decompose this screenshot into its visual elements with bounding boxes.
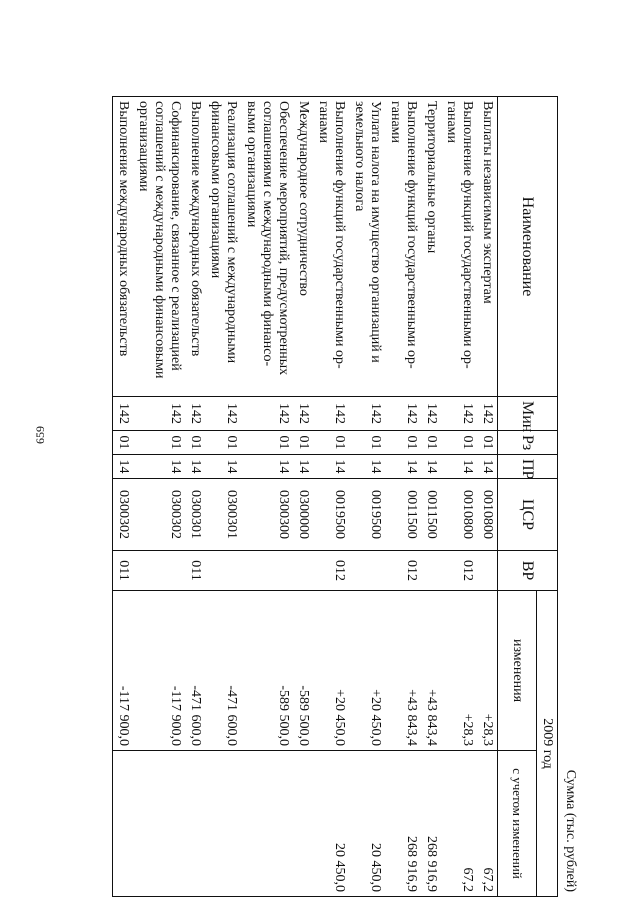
table-row: [385, 97, 421, 897]
cell-pr: 14: [441, 455, 477, 479]
cell-vr: [421, 551, 441, 591]
table-row: [293, 97, 313, 897]
cell-csr: 0019500: [349, 479, 385, 551]
cell-total: [133, 751, 185, 897]
cell-csr: 0300302: [113, 479, 134, 551]
cell-csr: 0300302: [133, 479, 185, 551]
cell-csr: 0011500: [421, 479, 441, 551]
table-row: [113, 97, 134, 897]
col-header-with-changes: с учетом изменений: [498, 751, 537, 897]
cell-rz: 01: [421, 431, 441, 455]
cell-name: Выплаты независимым экспертам: [477, 97, 498, 397]
cell-min: 142: [241, 397, 293, 431]
cell-vr: 011: [185, 551, 205, 591]
cell-min: 142: [113, 397, 134, 431]
cell-pr: 14: [205, 455, 241, 479]
page-number: 659: [33, 426, 47, 444]
cell-min: 142: [185, 397, 205, 431]
cell-change: +20 450,0: [313, 591, 349, 751]
col-header-min: Мин: [498, 397, 558, 431]
cell-pr: 14: [385, 455, 421, 479]
cell-rz: 01: [185, 431, 205, 455]
col-header-pr: ПР: [498, 455, 558, 479]
cell-total: [205, 751, 241, 897]
cell-name: Выполнение функций государственными ор-ганами: [441, 97, 477, 397]
cell-rz: 01: [349, 431, 385, 455]
cell-total: [241, 751, 293, 897]
table-row: [421, 97, 441, 897]
cell-pr: 14: [349, 455, 385, 479]
cell-change: -117 900,0: [133, 591, 185, 751]
table-row: [349, 97, 385, 897]
cell-name: Реализация соглашений с международными финансовыми организациями: [205, 97, 241, 397]
cell-rz: 01: [293, 431, 313, 455]
cell-rz: 01: [477, 431, 498, 455]
cell-total: 67,2: [477, 751, 498, 897]
cell-name: Территориальные органы: [421, 97, 441, 397]
cell-csr: 0300000: [293, 479, 313, 551]
cell-total: 268 916,9: [385, 751, 421, 897]
cell-rz: 01: [241, 431, 293, 455]
cell-name: Обеспечение мероприятий, предусмотренных соглашениями с международными финансо-выми организациями: [241, 97, 293, 397]
cell-name: Выполнение международных обязательств: [113, 97, 134, 397]
cell-pr: 14: [241, 455, 293, 479]
cell-rz: 01: [313, 431, 349, 455]
cell-pr: 14: [133, 455, 185, 479]
table-row: [477, 97, 498, 897]
cell-total: [293, 751, 313, 897]
cell-change: +28,3: [441, 591, 477, 751]
cell-csr: 0010800: [477, 479, 498, 551]
cell-pr: 14: [421, 455, 441, 479]
cell-vr: [205, 551, 241, 591]
cell-csr: 0019500: [313, 479, 349, 551]
cell-name: Выполнение международных обязательств: [185, 97, 205, 397]
col-header-year: 2009 год: [537, 591, 558, 897]
cell-total: [185, 751, 205, 897]
table-body: [113, 97, 498, 897]
cell-change: -589 500,0: [241, 591, 293, 751]
cell-change: +20 450,0: [349, 591, 385, 751]
cell-csr: 0010800: [441, 479, 477, 551]
table-row: [313, 97, 349, 897]
cell-name: Выполнение функций государственными ор-ганами: [385, 97, 421, 397]
cell-pr: 14: [313, 455, 349, 479]
cell-min: 142: [385, 397, 421, 431]
cell-name: Международное сотрудничество: [293, 97, 313, 397]
cell-min: 142: [313, 397, 349, 431]
cell-name: Уплата налога на имущество организаций и земельного налога: [349, 97, 385, 397]
cell-change: +28,3: [477, 591, 498, 751]
cell-total: 67,2: [441, 751, 477, 897]
cell-change: -117 900,0: [113, 591, 134, 751]
cell-vr: [133, 551, 185, 591]
budget-table: [112, 96, 558, 897]
cell-rz: 01: [133, 431, 185, 455]
col-header-changes: изменения: [498, 591, 537, 751]
cell-total: 20 450,0: [349, 751, 385, 897]
cell-csr: 0300300: [241, 479, 293, 551]
col-header-csr: ЦСР: [498, 479, 558, 551]
cell-pr: 14: [185, 455, 205, 479]
cell-vr: 011: [113, 551, 134, 591]
cell-vr: [477, 551, 498, 591]
cell-csr: 0300301: [185, 479, 205, 551]
cell-total: 268 916,9: [421, 751, 441, 897]
cell-pr: 14: [477, 455, 498, 479]
cell-change: -471 600,0: [185, 591, 205, 751]
col-header-rz: Рз: [498, 431, 558, 455]
cell-min: 142: [205, 397, 241, 431]
cell-min: 142: [349, 397, 385, 431]
table-row: [185, 97, 205, 897]
cell-vr: 012: [385, 551, 421, 591]
cell-vr: 012: [313, 551, 349, 591]
cell-vr: [241, 551, 293, 591]
cell-vr: [293, 551, 313, 591]
units-label: Сумма (тыс. рублей): [563, 769, 578, 892]
cell-change: -471 600,0: [205, 591, 241, 751]
cell-vr: [349, 551, 385, 591]
cell-rz: 01: [385, 431, 421, 455]
rotated-table-sheet: [108, 96, 578, 896]
table-row: [133, 97, 185, 897]
cell-csr: 0300301: [205, 479, 241, 551]
cell-name: Выполнение функций государственными ор-ганами: [313, 97, 349, 397]
cell-total: 20 450,0: [313, 751, 349, 897]
cell-min: 142: [477, 397, 498, 431]
cell-min: 142: [133, 397, 185, 431]
cell-change: +43 843,4: [421, 591, 441, 751]
cell-min: 142: [421, 397, 441, 431]
cell-change: +43 843,4: [385, 591, 421, 751]
cell-csr: 0011500: [385, 479, 421, 551]
cell-total: [113, 751, 134, 897]
col-header-vr: ВР: [498, 551, 558, 591]
table-row: [241, 97, 293, 897]
cell-vr: 012: [441, 551, 477, 591]
cell-pr: 14: [113, 455, 134, 479]
col-header-name: Наименование: [498, 97, 558, 397]
cell-min: 142: [293, 397, 313, 431]
cell-rz: 01: [205, 431, 241, 455]
table-row: [441, 97, 477, 897]
cell-min: 142: [441, 397, 477, 431]
header-row-1: [537, 97, 558, 897]
cell-rz: 01: [441, 431, 477, 455]
cell-pr: 14: [293, 455, 313, 479]
cell-change: -589 500,0: [293, 591, 313, 751]
cell-name: Софинансирование, связанное с реализацией соглашений с международными финансовыми организациями: [133, 97, 185, 397]
table-row: [205, 97, 241, 897]
cell-rz: 01: [113, 431, 134, 455]
